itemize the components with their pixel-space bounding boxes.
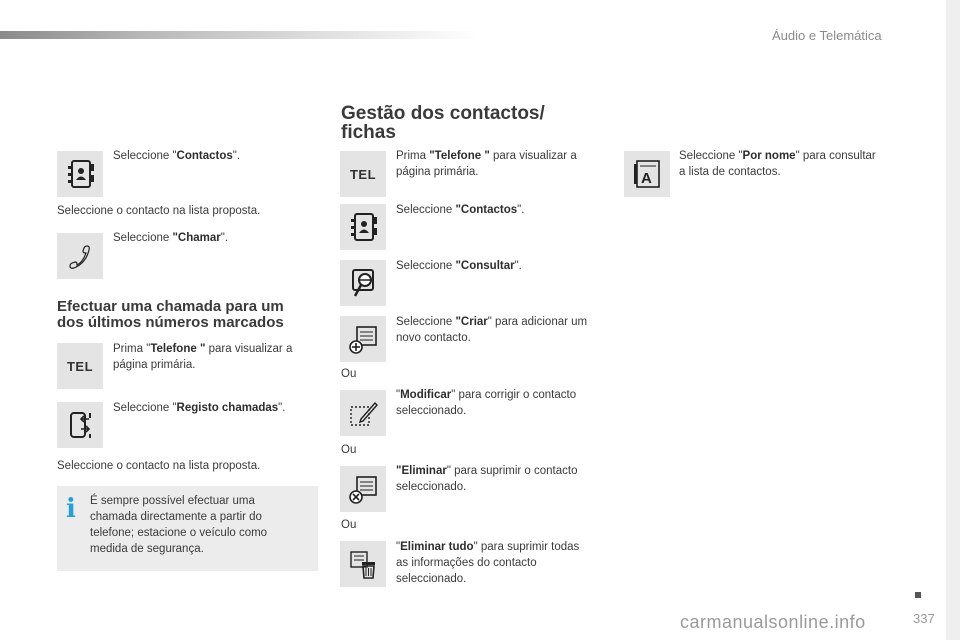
section-title: Áudio e Telemática xyxy=(772,28,882,43)
svg-text:A: A xyxy=(641,170,652,187)
step-select-call: Seleccione "Chamar". xyxy=(113,232,229,244)
page-number: 337 xyxy=(913,611,935,626)
step-delete: "Eliminar" para suprimir o contacto seleccionado. xyxy=(396,465,578,493)
info-text: É sempre possível efectuar uma chamada directamente a partir do telefone; estacione o veículo como medida de segurança. xyxy=(90,495,268,555)
or-separator-1: Ou xyxy=(341,368,357,380)
delete-contact-icon xyxy=(340,466,386,512)
contacts-icon xyxy=(57,151,103,197)
tel-button-icon-2: TEL xyxy=(340,151,386,197)
header-gradient-bar xyxy=(0,31,480,39)
page-edge-strip xyxy=(946,0,960,640)
call-log-icon xyxy=(57,402,103,448)
sort-by-name-icon xyxy=(624,151,670,197)
step-delete-all: "Eliminar tudo" para suprimir todas as informações do contacto seleccionado. xyxy=(396,541,580,585)
step-sort-by-name: Seleccione "Por nome" para consultar a lista de contactos. xyxy=(679,150,876,178)
page-end-marker xyxy=(915,592,921,598)
or-separator-3: Ou xyxy=(341,519,357,531)
instruction-select-contact-2: Seleccione o contacto na lista proposta. xyxy=(57,460,261,472)
step-press-telephone-2: Prima "Telefone " para visualizar a página primária. xyxy=(396,150,577,178)
step-press-telephone: Prima "Telefone " para visualizar a página primária. xyxy=(113,343,293,371)
phone-handset-icon xyxy=(57,233,103,279)
step-select-contacts-2: Seleccione "Contactos". xyxy=(396,204,525,216)
contacts-icon-2 xyxy=(340,204,386,250)
tel-button-icon: TEL xyxy=(57,343,103,389)
modify-pencil-icon xyxy=(340,390,386,436)
consult-magnifier-icon xyxy=(340,260,386,306)
create-contact-icon xyxy=(340,316,386,362)
step-modify: "Modificar" para corrigir o contacto seleccionado. xyxy=(396,389,577,417)
delete-all-trash-icon xyxy=(340,541,386,587)
info-icon: i xyxy=(66,494,76,524)
step-select-consult: Seleccione "Consultar". xyxy=(396,260,522,272)
or-separator-2: Ou xyxy=(341,444,357,456)
step-select-contacts: Seleccione "Contactos". xyxy=(113,150,241,162)
instruction-select-contact: Seleccione o contacto na lista proposta. xyxy=(57,205,261,217)
watermark: carmanualsonline.info xyxy=(680,612,866,632)
step-select-call-log: Seleccione "Registo chamadas". xyxy=(113,402,286,414)
section-heading-last-calls: Efectuar uma chamada para um dos últimos números marcados xyxy=(57,298,284,331)
section-heading-contact-management: Gestão dos contactos/ fichas xyxy=(341,103,545,143)
step-select-create: Seleccione "Criar" para adicionar um novo contacto. xyxy=(396,316,588,344)
